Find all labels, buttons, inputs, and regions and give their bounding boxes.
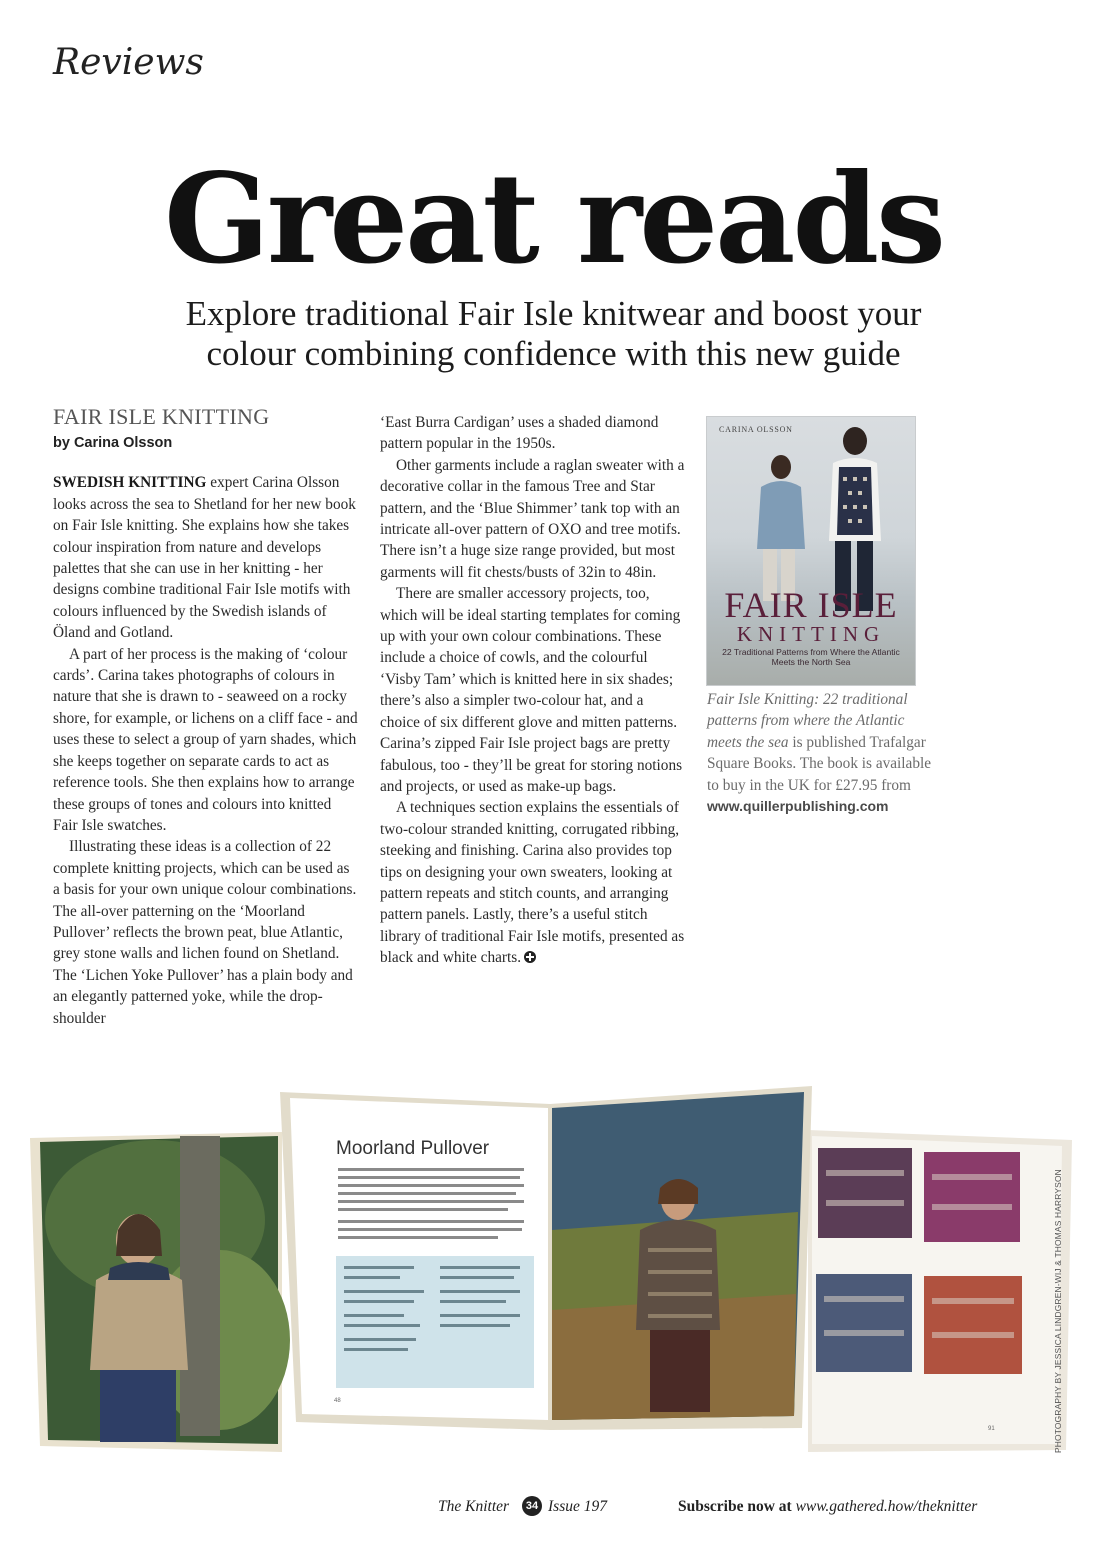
paragraph-text: A techniques section explains the essentials of two-colour stranded knitting, corrugated ribbing, steeking and finishing. Carina also provides top tips on designing your own sweaters, looking at pattern repeats and stitch counts, and arranging pattern panels. Lastly, there’s a useful stitch library of traditional Fair Isle motifs, presented as black and white charts. — [380, 799, 685, 967]
book-spread-illustration — [0, 1080, 1107, 1460]
caption-text: is published Trafalgar Square Books. The book is available to buy in the UK for £27.95 from — [707, 733, 932, 794]
footer-magazine: The Knitter — [438, 1498, 510, 1515]
subscribe-label: Subscribe now at — [678, 1498, 796, 1515]
footer-issue: Issue 197 — [548, 1498, 607, 1515]
standfirst-line: Explore traditional Fair Isle knitwear and boost your — [185, 294, 922, 333]
paragraph — [53, 472, 358, 643]
book-title: FAIR ISLE KNITTING — [53, 404, 270, 429]
left-page-number: 48 — [334, 1398, 341, 1404]
paragraph: Other garments include a raglan sweater with a decorative collar in the famous Tree and Star pattern, and the ‘Blue Shimmer’ tank top with an intricate all-over pattern of OXO and tree motifs. There isn’t a huge size range provided, but most garments will fit chests/busts of 32in to 48in. — [380, 456, 685, 581]
publisher-link[interactable]: www.quillerpublishing.com — [707, 798, 889, 815]
right-page-number: 91 — [988, 1426, 995, 1432]
standfirst — [120, 294, 987, 374]
right-book — [808, 1130, 1072, 1452]
cover-author: CARINA OLSSON — [719, 425, 793, 434]
subscribe-link[interactable]: www.gathered.how/theknitter — [795, 1498, 978, 1515]
paragraph: ‘East Burra Cardigan’ uses a shaded diamond pattern popular in the 1950s. — [380, 414, 659, 453]
byline: by Carina Olsson — [53, 435, 173, 451]
page-footer — [0, 1496, 1107, 1520]
end-mark-icon — [524, 951, 536, 963]
paragraph: Illustrating these ideas is a collection of 22 complete knitting projects, which can be used as a basis for your own unique colour combinations. The all-over patterning on the ‘Moorland Pullover’ reflects the brown peat, blue Atlantic, grey stone walls and lichen found on Shetland. The ‘Lichen Yoke Pullover’ has a plain body and an elegantly patterned yoke, while the drop-shoulder — [53, 838, 357, 1027]
center-book — [280, 1086, 812, 1430]
paragraph-text: expert Carina Olsson looks across the sea to Shetland for her new book on Fair Isle knitting. She explains how she takes colour inspiration from nature and develops palettes that she can use in her knitting - her designs combine traditional Fair Isle motifs with colours influenced by the Swedish islands of Öland and Gotland. — [53, 474, 356, 642]
section-label: Reviews — [53, 42, 204, 83]
paragraph: A part of her process is the making of ‘colour cards’. Carina takes photographs of colours in nature that she is drawn to - seaweed on a rocky shore, for example, or lichens on a cliff face - and uses these to select a group of yarn shades, which she keeps together on separate cards to act as reference tools. She then explains how to arrange these groups of tones and colours into knitted Fair Isle swatches. — [53, 645, 358, 834]
cover-title-line: FAIR ISLE — [724, 585, 898, 625]
footer-page-number: 34 — [522, 1496, 542, 1516]
paragraph: There are smaller accessory projects, too, which will be ideal starting templates for coming up with your own colour combinations. These include a choice of cowls, and the colourful ‘Visby Tam’ which is knitted here in six shades; there’s also a simpler two-colour hat, and a choice of six different glove and mitten patterns. Carina’s zipped Fair Isle project bags are pretty fabulous, too - they’ll be great for storing notions and projects, or used as make-up bags. — [380, 585, 683, 795]
paragraph — [380, 797, 686, 968]
spread-page-heading: Moorland Pullover — [336, 1138, 490, 1159]
left-book — [30, 1132, 290, 1452]
article-column-1 — [53, 405, 358, 1029]
article-column-2 — [380, 412, 686, 969]
cover-title-line: KNITTING — [736, 622, 886, 646]
standfirst-line: colour combining confidence with this new guide — [206, 334, 901, 373]
cover-figure-woman — [747, 453, 809, 603]
headline: Great reads — [164, 147, 943, 292]
footer-subscribe — [678, 1498, 977, 1516]
photo-credit — [1053, 1169, 1065, 1455]
photo-credit-text: PHOTOGRAPHY BY JESSICA LINDGREN-WIJ & THOMAS HARRYSON — [1053, 1169, 1063, 1453]
book-cover — [706, 416, 916, 686]
caption-book-title: Fair Isle Knitting: 22 traditional patterns from where the Atlantic meets the sea — [707, 691, 908, 751]
cover-subtitle: 22 Traditional Patterns from Where the Atlantic Meets the North Sea — [722, 647, 900, 667]
lead-in: SWEDISH KNITTING — [53, 474, 207, 492]
cover-caption — [707, 689, 932, 817]
